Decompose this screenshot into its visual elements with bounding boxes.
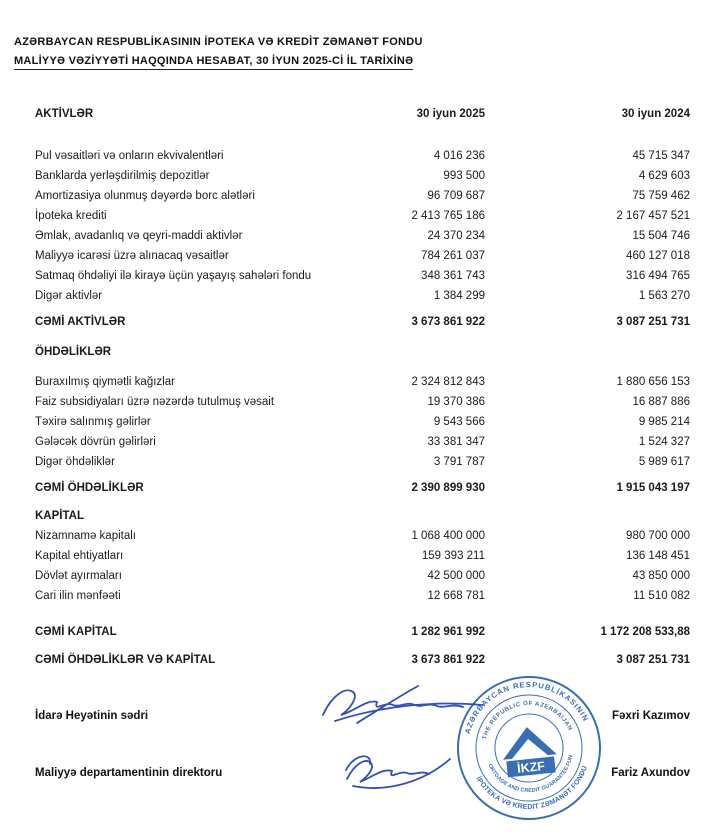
stamp-inner-bottom-text: MORTGAGE AND CREDIT GUARANTEE FUND (486, 743, 575, 795)
row-value-2025: 1 068 400 000 (411, 530, 485, 542)
total-label: CƏMİ KAPİTAL (35, 626, 117, 638)
row-label: Satmaq öhdəliyi ilə kirayə üçün yaşayış sahələri fondu (35, 270, 312, 282)
row-value-2025: 9 543 566 (433, 416, 485, 428)
row-value-2024: 460 127 018 (626, 250, 690, 262)
section-title-assets: AKTİVLƏR (35, 108, 94, 120)
total-value-2025: 3 673 861 922 (411, 654, 485, 666)
column-header-2025: 30 iyun 2025 (416, 108, 485, 120)
row-label: Buraxılmış qiymətli kağızlar (35, 376, 175, 388)
table-row (35, 206, 690, 226)
capital-rows (35, 526, 690, 606)
section-title-capital-row (35, 506, 690, 526)
table-row (35, 586, 690, 606)
row-value-2025: 96 709 687 (427, 190, 485, 202)
row-label: İpoteka krediti (35, 210, 107, 222)
table-header-row (35, 104, 690, 124)
total-assets-row (35, 312, 690, 332)
row-value-2025: 2 413 765 186 (411, 210, 485, 222)
row-label: Faiz subsidiyaları üzrə nəzərdə tutulmuş vəsait (35, 396, 275, 408)
total-value-2024: 3 087 251 731 (616, 316, 690, 328)
row-value-2024: 980 700 000 (626, 530, 690, 542)
row-label: Banklarda yerləşdirilmiş depozitlər (35, 170, 210, 182)
section-title-liabilities-row (35, 342, 690, 362)
table-row (35, 146, 690, 166)
row-value-2024: 5 989 617 (638, 456, 690, 468)
total-value-2025: 3 673 861 922 (411, 316, 485, 328)
report-title: MALİYYƏ VƏZİYYƏTİ HAQQINDA HESABAT, 30 İYUN 2025-Cİ İL TARİXİNƏ (14, 55, 413, 70)
row-value-2024: 43 850 000 (632, 570, 690, 582)
organization-name: AZƏRBAYCAN RESPUBLİKASININ İPOTEKA VƏ KREDİT ZƏMANƏT FONDU (14, 36, 423, 48)
row-label: Cari ilin mənfəəti (35, 590, 121, 602)
row-value-2024: 15 504 746 (632, 230, 690, 242)
row-value-2024: 136 148 451 (626, 550, 690, 562)
table-row (35, 166, 690, 186)
table-row (35, 526, 690, 546)
row-value-2024: 11 510 082 (633, 590, 690, 602)
table-row (35, 226, 690, 246)
row-value-2025: 993 500 (443, 170, 485, 182)
row-label: Əmlak, avadanlıq və qeyri-maddi aktivlər (35, 230, 243, 242)
total-liabilities-row (35, 478, 690, 498)
row-value-2025: 33 381 347 (427, 436, 485, 448)
table-row (35, 372, 690, 392)
table-row (35, 546, 690, 566)
table-row (35, 266, 690, 286)
row-label: Gələcək dövrün gəlirləri (35, 436, 156, 448)
liabilities-rows (35, 372, 690, 472)
signatory-name-chairman: Fəxri Kazımov (612, 710, 690, 722)
row-value-2025: 12 668 781 (427, 590, 485, 602)
total-value-2025: 1 282 961 992 (411, 626, 485, 638)
row-value-2025: 4 016 236 (433, 150, 485, 162)
row-value-2024: 1 880 656 153 (616, 376, 690, 388)
ikzf-official-stamp (455, 674, 603, 822)
row-label: Pul vəsaitləri və onların ekvivalentləri (35, 150, 224, 162)
row-value-2024: 4 629 603 (638, 170, 690, 182)
table-row (35, 246, 690, 266)
row-label: Maliyyə icarəsi üzrə alınacaq vəsaitlər (35, 250, 229, 262)
row-label: Təxirə salınmış gəlirlər (35, 416, 151, 428)
ikzf-logo-icon (500, 724, 559, 777)
balance-sheet-table (35, 104, 690, 670)
row-value-2025: 159 393 211 (421, 550, 485, 562)
stamp-inner-top-text: THE REPUBLIC OF AZERBAIJAN (482, 700, 573, 741)
row-value-2025: 24 370 234 (427, 230, 485, 242)
row-value-2025: 3 791 787 (433, 456, 485, 468)
row-value-2024: 2 167 457 521 (616, 210, 690, 222)
row-value-2024: 75 759 462 (632, 190, 690, 202)
table-row (35, 392, 690, 412)
assets-rows (35, 146, 690, 306)
total-capital-row (35, 622, 690, 642)
signature-director-icon (346, 756, 450, 788)
row-label: Digər aktivlər (35, 290, 103, 302)
row-value-2024: 45 715 347 (632, 150, 690, 162)
table-row (35, 452, 690, 472)
total-value-2025: 2 390 899 930 (411, 482, 485, 494)
total-value-2024: 1 172 208 533,88 (600, 626, 690, 638)
row-value-2025: 19 370 386 (427, 396, 485, 408)
section-title-capital: KAPİTAL (35, 510, 84, 522)
table-row (35, 432, 690, 452)
signatory-role-director: Maliyyə departamentinin direktoru (35, 767, 223, 779)
report-title-wrap (14, 55, 423, 67)
row-value-2025: 348 361 743 (421, 270, 485, 282)
row-value-2024: 316 494 765 (626, 270, 690, 282)
column-header-2024: 30 iyun 2024 (621, 108, 690, 120)
row-label: Digər öhdəliklər (35, 456, 115, 468)
total-label: CƏMİ AKTİVLƏR (35, 316, 126, 328)
row-value-2025: 784 261 037 (421, 250, 485, 262)
row-value-2025: 42 500 000 (427, 570, 485, 582)
row-value-2024: 16 887 886 (632, 396, 690, 408)
total-value-2024: 1 915 043 197 (616, 482, 690, 494)
total-value-2024: 3 087 251 731 (616, 654, 690, 666)
report-header (14, 36, 423, 67)
section-title-liabilities: ÖHDƏLİKLƏR (35, 346, 112, 358)
signatory-role-chairman: İdarə Heyətinin sədri (35, 710, 149, 722)
table-row (35, 412, 690, 432)
stamp-outer-bottom-text: İPOTEKA VƏ KREDİT ZƏMANƏT FONDU (474, 764, 589, 811)
row-label: Amortizasiya olunmuş dəyərdə borc alətləri (35, 190, 255, 202)
total-liabilities-capital-row (35, 650, 690, 670)
table-row (35, 566, 690, 586)
stamp-outer-top-text: AZƏRBAYCAN RESPUBLİKASININ (462, 680, 591, 735)
signatory-name-director: Fariz Axundov (611, 767, 690, 779)
total-label: CƏMİ ÖHDƏLİKLƏR (35, 482, 144, 494)
row-value-2024: 1 563 270 (638, 290, 690, 302)
table-row (35, 186, 690, 206)
row-value-2024: 9 985 214 (638, 416, 690, 428)
row-value-2025: 1 384 299 (433, 290, 485, 302)
row-label: Dövlət ayırmaları (35, 570, 122, 582)
total-label: CƏMİ ÖHDƏLİKLƏR VƏ KAPİTAL (35, 654, 216, 666)
row-label: Kapital ehtiyatları (35, 550, 124, 562)
row-label: Nizamnamə kapitalı (35, 530, 136, 542)
table-row (35, 286, 690, 306)
stamp-center-text: İKZF (516, 758, 546, 776)
row-value-2025: 2 324 812 843 (411, 376, 485, 388)
row-value-2024: 1 524 327 (638, 436, 690, 448)
